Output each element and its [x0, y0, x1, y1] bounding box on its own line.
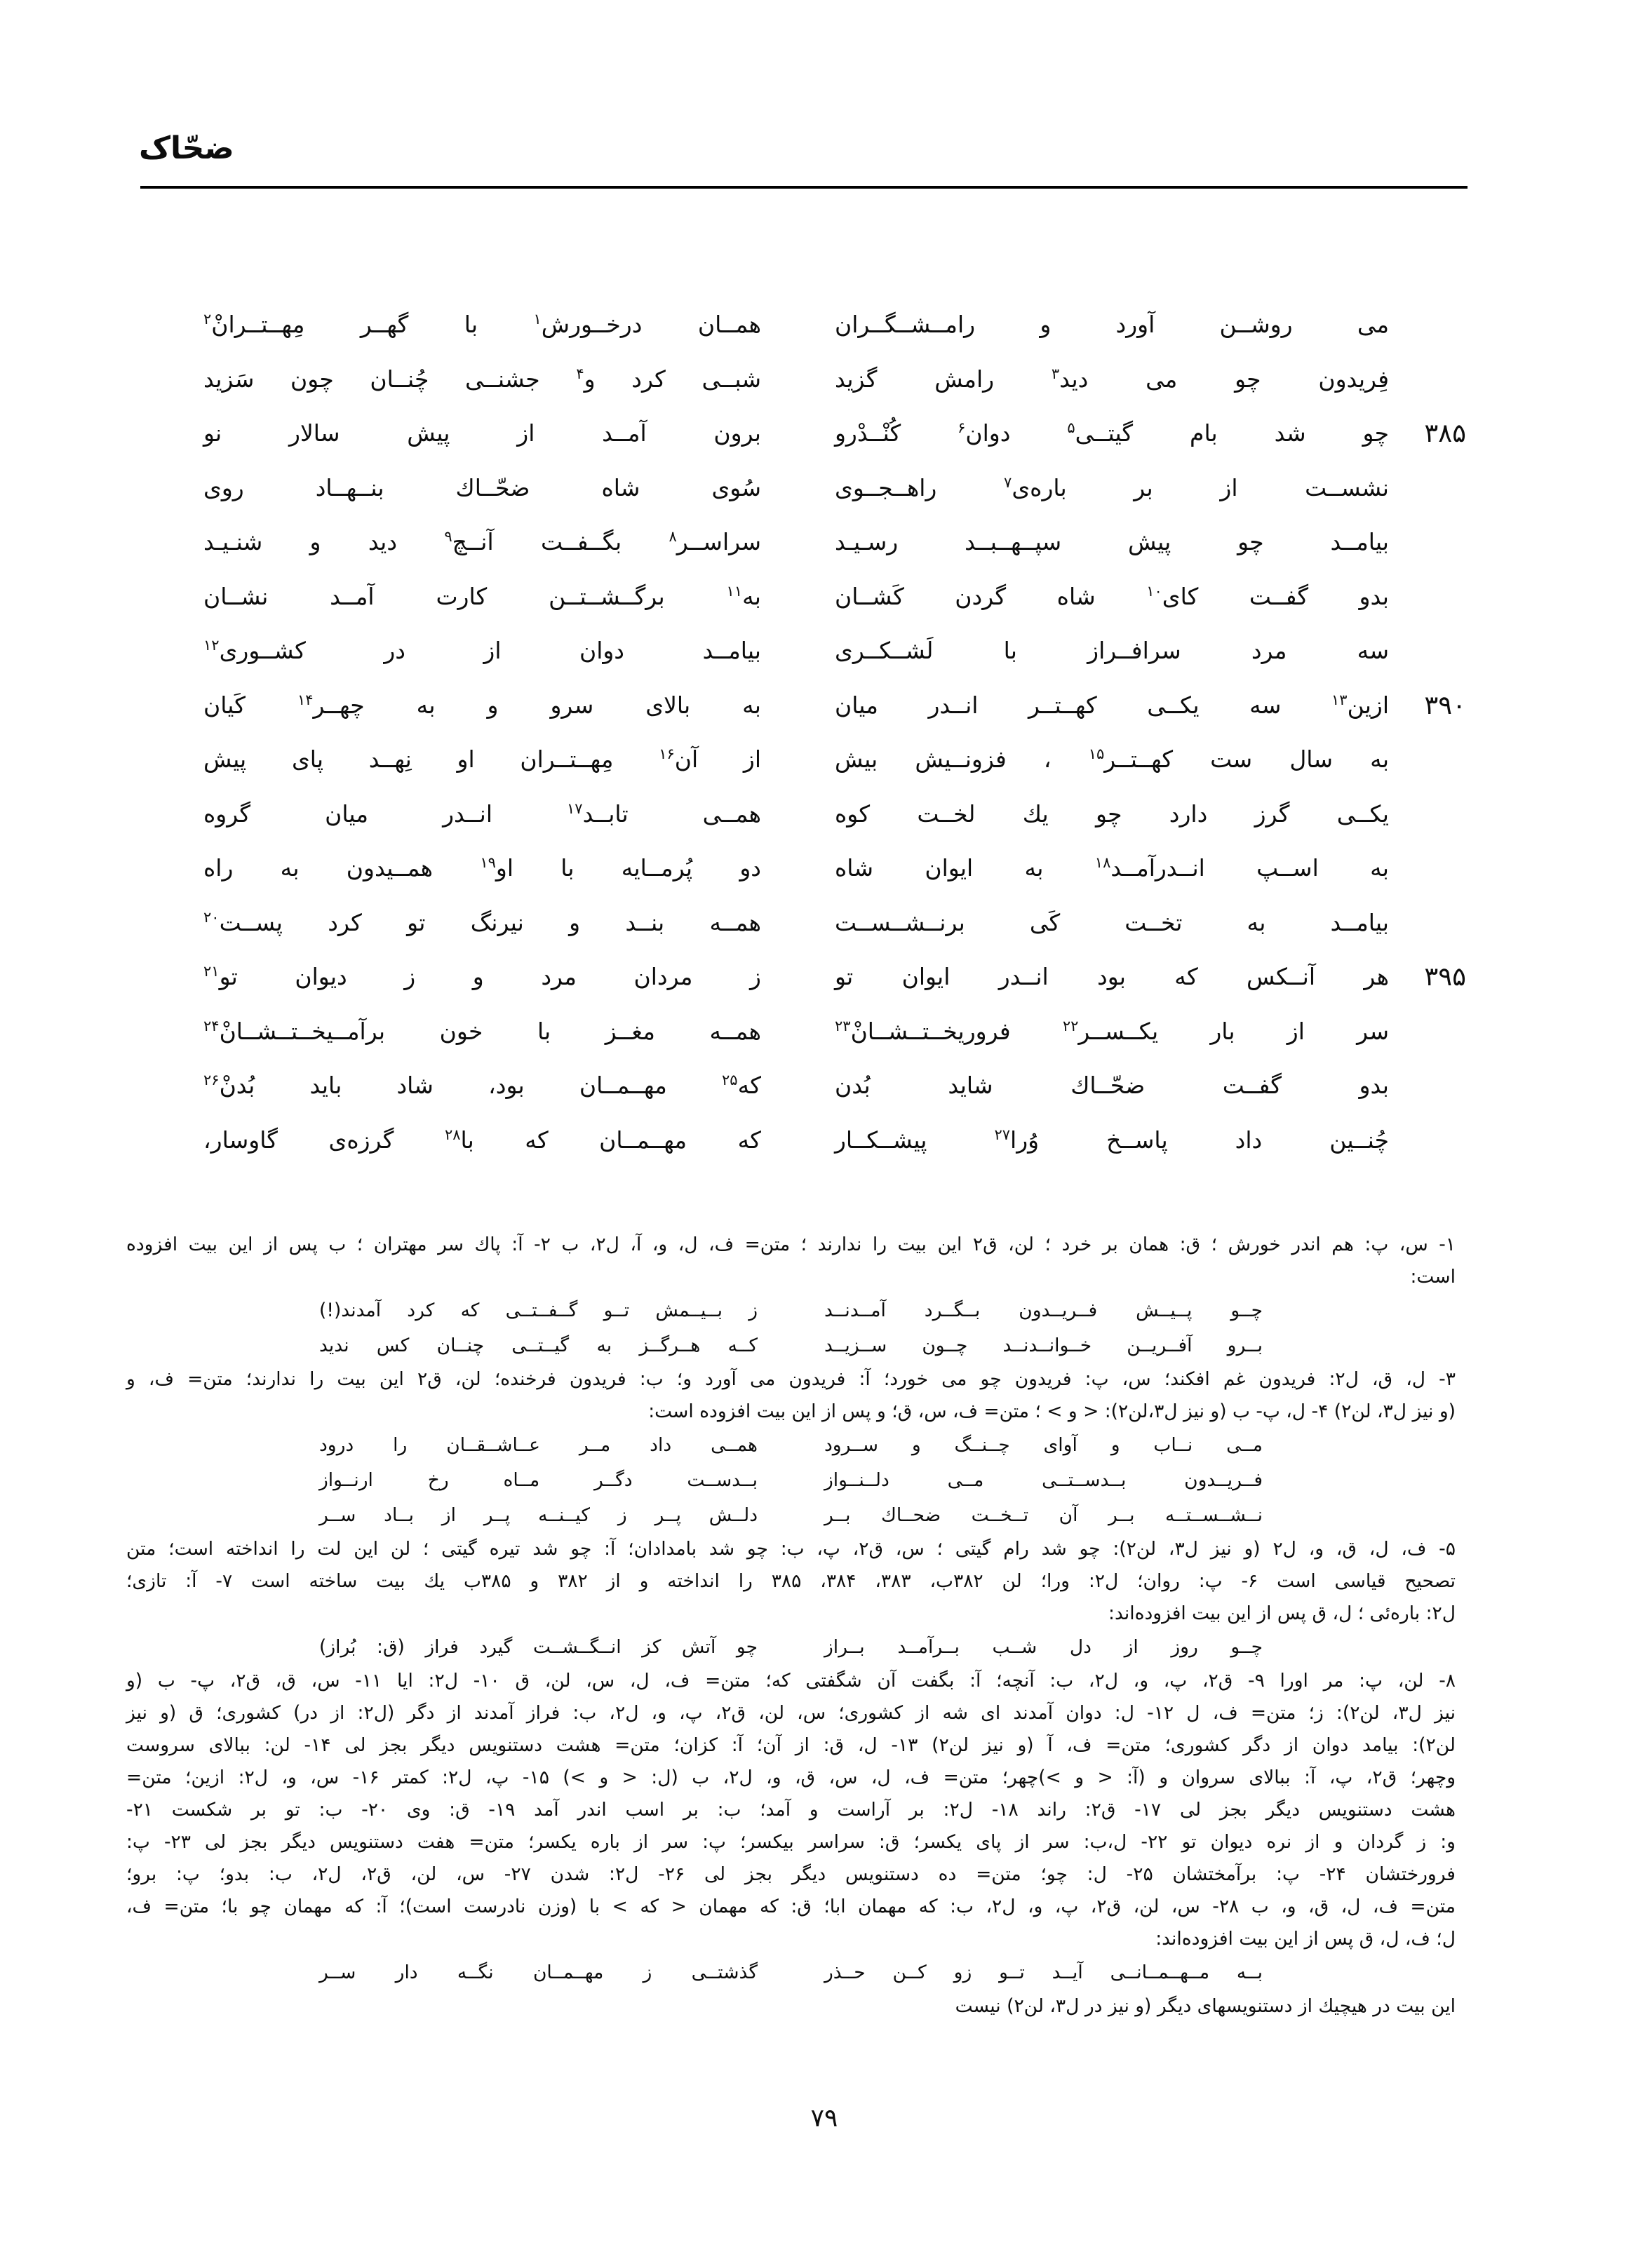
footnote-hemistich-right: بــرو آفــریــن خــوانــدنــد چــون ســزیــد: [824, 1335, 1263, 1356]
verse-row: [203, 841, 1466, 896]
verse-row: [203, 297, 1466, 352]
hemistich-right: بیامــد چو پیش سپــهــبــد رسـیـد: [835, 528, 1389, 556]
footnote-line: فرورختشان ۲۴- پ: برآمختشان ۲۵- ل: چو؛ متن= ده دستنویس دیگر بجز لی ۲۶- ل۲: شدن ۲۷- س، لن، ق۲، ل۲، ب: بدو؛ پ: برو؛: [126, 1863, 1456, 1885]
hemistich-left: که مهــمــان که با$^{۲۸}$ گرزه‌ی گاوسار،: [203, 1126, 761, 1154]
footnote-hemistich-left: همــی داد مــر عــاشــقــان را درود: [319, 1434, 758, 1456]
footnote-hemistich-left: دلــش پــر ز کیــنــه پــر از بــاد ســر: [319, 1504, 758, 1526]
footnote-couplet: [126, 1498, 1456, 1533]
verse-row: [203, 950, 1466, 1004]
footnote-couplet: [126, 1463, 1456, 1498]
footnote-hemistich-left: بــدســت دگــر مــاه رخ ارنــواز: [319, 1469, 758, 1491]
hemistich-right: بدو گفــت کای$^{۱۰}$ شاه گردن کَشــان: [835, 582, 1389, 610]
footnote-hemistich-left: ز بــیــمش تــو گــفــتــی که کرد آمدند(!): [319, 1300, 758, 1321]
poem-block: [203, 297, 1466, 1167]
header-rule: [140, 186, 1468, 189]
footnote-line: لن۲): بیامد دوان از دگر کشوری؛ متن= ف، آ (و نیز لن۲) ۱۳- ل، ق: از آن؛ آ: کزان؛ متن= هشت دستنویس دیگر بجز لی ۱۴- لن: ببالای سروست: [126, 1734, 1456, 1756]
footnote-hemistich-right: فــریــدون بــدســتــی مــی دلــنــواز: [824, 1469, 1263, 1491]
hemistich-left: که$^{۲۵}$ مهــمــان بود، شاد باید بُدنْ$^{۲۶}$: [203, 1072, 761, 1100]
verse-row: [203, 461, 1466, 515]
verse-number: ۳۸۵: [1424, 418, 1466, 449]
hemistich-right: نشســت از بر باره‌ی$^۷$ راهــجــوی: [835, 473, 1389, 501]
verse-row: [203, 732, 1466, 787]
hemistich-right: هر آنــکس که بود انــدر ایوان تو: [835, 963, 1389, 991]
verse-row: [203, 623, 1466, 678]
footnote-couplet: [126, 1630, 1456, 1665]
footnote-hemistich-right: چــو پــیــش فــریــدون بــگــرد آمــدنــد: [824, 1300, 1263, 1321]
footnote-line: ل؛ ف، ل، ق پس از این بیت افزوده‌اند:: [1155, 1928, 1456, 1950]
footnote-hemistich-left: چو آتش کز انــگــشــت گیرد فراز (ق: بُراز): [319, 1636, 758, 1658]
hemistich-left: از آن$^{۱۶}$ مِهــتــران او نِهــد پای پیش: [203, 745, 761, 774]
footnote-line: ۱- س، پ: هم اندر خورش ؛ ق: همان بر خرد ؛ لن، ق۲ این بیت را ندارند ؛ متن= ف، ل، و، آ، ل۲، ب ۲- آ: پاك سر مهتران ؛ ب پس از این بیت افزوده: [126, 1234, 1456, 1255]
hemistich-left: سُوی شاه ضحّــاك بنــهــاد روی: [203, 473, 761, 501]
hemistich-right: به سال ست کهــتــر$^{۱۵}$ ، فزونــیش بیش: [835, 745, 1389, 774]
footnote-couplet: [126, 1428, 1456, 1463]
hemistich-right: چو شد بام گیتــی$^۵$ دوان$^۶$ کُنْــدْرو: [835, 419, 1389, 447]
verse-row: [203, 1004, 1466, 1059]
hemistich-right: می روشــن آورد و رامــشــگــران: [835, 311, 1389, 339]
footnotes-block: [126, 1229, 1456, 2023]
hemistich-right: سه مرد سرافــراز با لَشــکــری: [835, 637, 1389, 665]
footnote-line: تصحیح قیاسی است ۶- پ: روان؛ ل۲: ورا؛ لن ۳۸۲ب، ۳۸۳، ۳۸۴، ۳۸۵ را انداخته و از ۳۸۲ و ۳۸۵ب یك بیت ساخته است ۷- آ: تازی؛: [126, 1570, 1456, 1592]
footnote-couplet: [126, 1328, 1456, 1363]
footnote-line: است:: [1410, 1266, 1456, 1288]
verse-row: [203, 678, 1466, 733]
footnote-line: ۳- ل، ق، ل۲: فریدون غم افکند؛ س، پ: فریدون چو می خورد؛ آ: فریدون می آورد و؛ ب: فریدون فرخنده؛ لن، ق۲ این بیت را ندارند؛ متن= ف، و: [126, 1368, 1456, 1390]
hemistich-left: برون آمــد از پیش سالار نو: [203, 419, 761, 447]
footnote-hemistich-right: مــی نــاب و آوای چــنــگ و ســرود: [824, 1434, 1263, 1456]
footnote-line: هشت دستنویس دیگر بجز لی ۱۷- ق۲: راند ۱۸- ل۲: بر آراست و آمد؛ ب: بر اسب اندر آمد ۱۹- ق: وی ۲۰- ب: تو بر شکست ۲۱-: [126, 1799, 1456, 1821]
hemistich-right: چُنــین داد پاســخ وُرا$^{۲۷}$ پیشــکــار: [835, 1126, 1389, 1154]
verse-row: [203, 896, 1466, 950]
hemistich-right: یکــی گرز دارد چو یك لخــت کوه: [835, 799, 1389, 828]
footnote-hemistich-right: نــشــســتــه بــر آن تــخــت ضحــاك بــر: [824, 1504, 1263, 1526]
hemistich-left: سراســر$^۸$ بگــفــت آنــچ$^۹$ دید و شنـیـد: [203, 528, 761, 556]
chapter-title: ضحّاک: [139, 130, 234, 166]
hemistich-left: به$^{۱۱}$ برگــشــتــن کارت آمــد نشــان: [203, 582, 761, 610]
verse-row: [203, 1058, 1466, 1113]
footnote-line: ۸- لن، پ: مر اورا ۹- ق۲، پ، و، ل۲، ب: آنچه؛ آ: بگفت آن شگفتی که؛ متن= ف، ل، س، لن، ق ۱۰- ل۲: ایا ۱۱- س، ق، ق۲، پ- ب (و: [126, 1670, 1456, 1692]
verse-row: [203, 1113, 1466, 1168]
hemistich-left: همــان درخــورش$^۱$ با گهــر مِهــتــرانْ$^۲$: [203, 311, 761, 339]
verse-row: [203, 787, 1466, 842]
footnote-line: این بیت در هیچیك از دستنویسهای دیگر (و نیز در ل۳، لن۲) نیست: [955, 1995, 1456, 2017]
hemistich-right: بدو گفــت ضحّــاك شاید بُدن: [835, 1072, 1389, 1100]
hemistich-left: شبــی کرد و$^۴$ جشنــی چُنــان چون سَزید: [203, 365, 761, 393]
hemistich-right: به اســپ انــدرآمــد$^{۱۸}$ به ایوان شاه: [835, 854, 1389, 882]
footnote-line: نیز ل۳، لن۲): ز؛ متن= ف، ل ۱۲- ل: دوان آمدند ای شه از کشوری؛ س، لن، ق۲، پ، و، ل۲، ب: فراز آمدند از دگر (ل۲: از در) کشوری؛ ق (و نیز: [126, 1702, 1456, 1724]
footnote-line: ل۲: باره‌ئی ؛ ل، ق پس از این بیت افزوده‌اند:: [1108, 1602, 1456, 1624]
verse-row: [203, 406, 1466, 461]
verse-row: [203, 352, 1466, 407]
verse-number: ۳۹۵: [1424, 961, 1466, 992]
hemistich-left: ز مردان مرد و ز دیوان تو$^{۲۱}$: [203, 963, 761, 991]
hemistich-left: بیامــد دوان از در کشــوری$^{۱۲}$: [203, 637, 761, 665]
footnote-couplet: [126, 1293, 1456, 1328]
verse-row: [203, 569, 1466, 624]
footnote-hemistich-right: بــه مــهــمــانــی آیــد تــو زو کــن حــذر: [824, 1962, 1263, 1983]
footnote-line: متن= ف، ل، ق، و، ب ۲۸- س، لن، ق۲، پ، و، ل۲، ب: که مهمان ابا؛ ق: که مهمان < که > با (وزن نادرست است)؛ آ: که مهمان چو با؛ متن= ف،: [126, 1896, 1456, 1917]
hemistich-right: سر از بار یکــســر$^{۲۲}$ فروریخــتــشــانْ$^{۲۳}$: [835, 1017, 1389, 1045]
hemistich-left: به بالای سرو و به چهــر$^{۱۴}$ کَیان: [203, 691, 761, 719]
footnote-hemistich-right: چــو روز از دل شــب بــرآمــد بــراز: [824, 1636, 1263, 1658]
footnote-line: وچهر؛ ق۲، پ، آ: ببالای سروان و (آ: < و >)چهر؛ متن= ف، ل، س، ق، و، ل۲، ب (ل: < و >) ۱۵- پ، ل۲: کمتر ۱۶- س، و، ل۲: ازین؛ متن=: [126, 1767, 1456, 1788]
page-number: ۷۹: [810, 2104, 838, 2133]
footnote-couplet: [126, 1955, 1456, 1990]
verse-row: [203, 515, 1466, 569]
footnote-line: (و نیز ل۳، لن۲) ۴- ل، پ- ب (و نیز ل۳،لن۲): < و > ؛ متن= ف، س، ق؛ و پس از این بیت افزوده است:: [648, 1400, 1456, 1422]
hemistich-right: ازین$^{۱۳}$ سه یکــی کهــتــر انــدر میان: [835, 691, 1389, 719]
verse-number: ۳۹۰: [1424, 689, 1466, 720]
hemistich-left: همــه مغــز با خون برآمــیخــتــشــانْ$^{۲۴}$: [203, 1017, 761, 1045]
hemistich-right: بیامــد به تخــت کَی برنــشــســت: [835, 908, 1389, 936]
footnote-line: ۵- ف، ل، ق، و، ل۲ (و نیز ل۳، لن۲): چو شد رام گیتی ؛ س، ق۲، پ، ب: چو شد بامدادان؛ آ: چو شد تیره گیتی ؛ لن این لت را انداخته است؛ متن: [126, 1538, 1456, 1560]
footnote-hemistich-left: کــه هــرگــز به گیــتــی چنــان کس ندید: [319, 1335, 758, 1356]
hemistich-left: همــه بنــد و نیرنگ تو کرد پســت$^{۲۰}$: [203, 908, 761, 936]
hemistich-left: همــی تابــد$^{۱۷}$ انــدر میان گروه: [203, 799, 761, 828]
footnote-line: و: ز گردان و از نره دیوان تو ۲۲- ل،ب: سر از پای یکسر؛ ق: سراسر بیکسر؛ پ: سر از باره یکسر؛ متن= هفت دستنویس دیگر بجز لی ۲۳- پ:: [126, 1831, 1456, 1853]
footnote-hemistich-left: گذشتــی ز مهــمــان نگــه دار ســر: [319, 1962, 758, 1983]
hemistich-left: دو پُرمــایه با او$^{۱۹}$ همــیدون به راه: [203, 854, 761, 882]
hemistich-right: فِریدون چو می دید$^۳$ رامش گزید: [835, 365, 1389, 393]
